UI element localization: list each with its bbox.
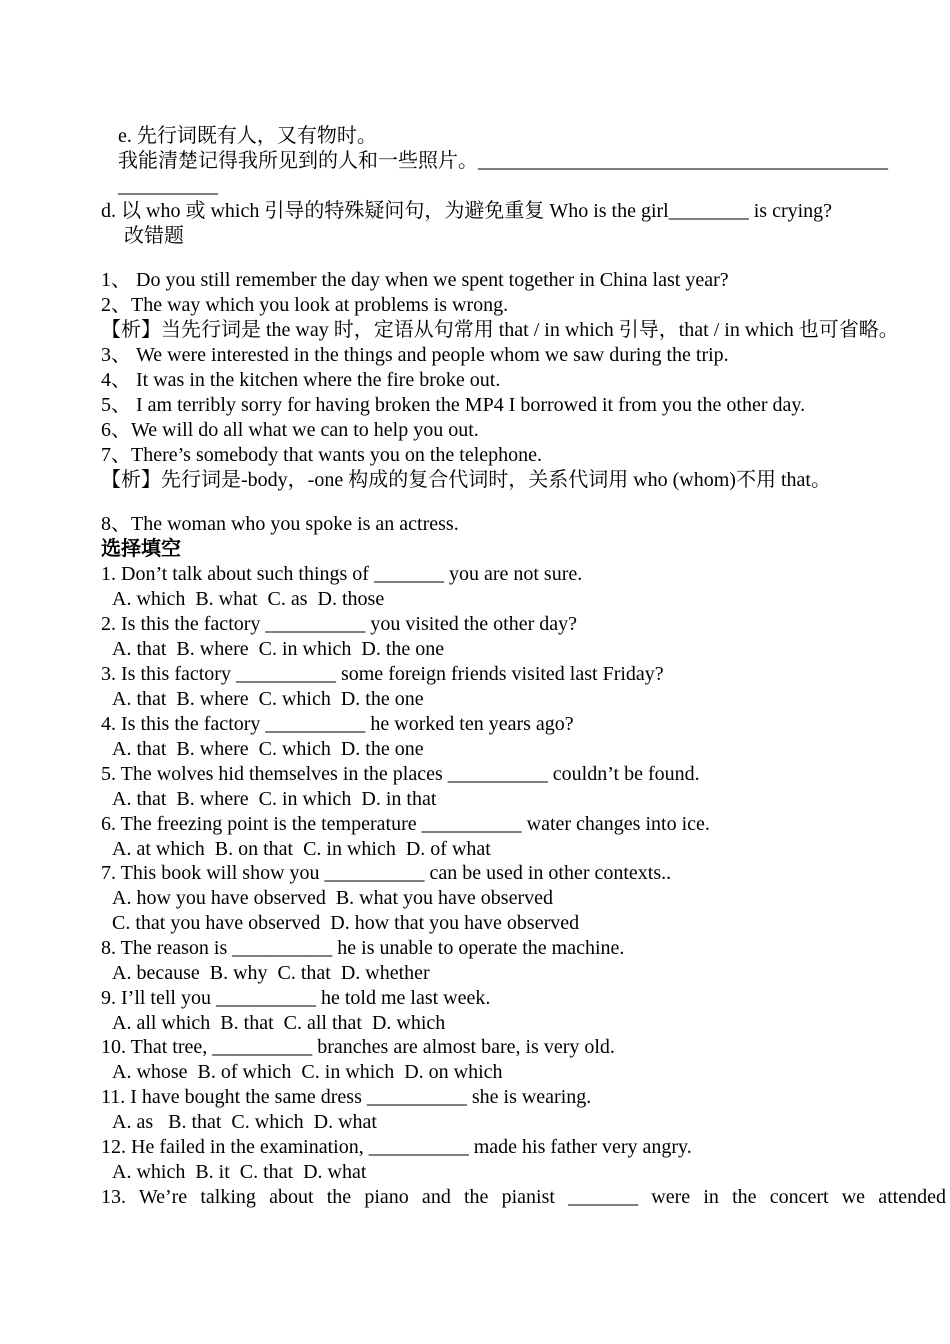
question-12-options: A. which B. it C. that D. what	[112, 1161, 367, 1183]
item-e-blank: __________	[118, 175, 218, 197]
item-d-line: d. 以 who 或 which 引导的特殊疑问句，为避免重复 Who is the girl________ is crying?	[101, 200, 833, 222]
question-11: 11. I have bought the same dress __________ she is wearing.	[101, 1086, 592, 1108]
question-10: 10. That tree, __________ branches are almost bare, is very old.	[101, 1036, 615, 1058]
question-13: 13. We’re talking about the piano and the pianist _______ were in the concert we attended	[101, 1186, 946, 1208]
question-9: 9. I’ll tell you __________ he told me last week.	[101, 987, 491, 1009]
correction-item-4: 4、 It was in the kitchen where the fire broke out.	[101, 369, 501, 391]
correction-item-8: 8、The woman who you spoke is an actress.	[101, 513, 459, 535]
question-4-options: A. that B. where C. which D. the one	[112, 738, 424, 760]
question-5-options: A. that B. where C. in which D. in that	[112, 788, 437, 810]
item-e-title: e. 先行词既有人，又有物时。	[118, 125, 377, 147]
question-3-options: A. that B. where C. which D. the one	[112, 688, 424, 710]
section-title: 选择填空	[101, 538, 181, 560]
question-6-options: A. at which B. on that C. in which D. of what	[112, 838, 491, 860]
correction-heading: 改错题	[124, 225, 184, 247]
question-4: 4. Is this the factory __________ he worked ten years ago?	[101, 713, 574, 735]
question-2-options: A. that B. where C. in which D. the one	[112, 638, 445, 660]
correction-item-1: 1、 Do you still remember the day when we spent together in China last year?	[101, 269, 729, 291]
question-3: 3. Is this factory __________ some foreign friends visited last Friday?	[101, 663, 664, 685]
question-9-options: A. all which B. that C. all that D. which	[112, 1012, 446, 1034]
question-5: 5. The wolves hid themselves in the places __________ couldn’t be found.	[101, 763, 700, 785]
question-11-options: A. as B. that C. which D. what	[112, 1111, 377, 1133]
correction-item-7: 7、There’s somebody that wants you on the telephone.	[101, 444, 543, 466]
correction-note-7: 【析】先行词是-body，-one 构成的复合代词时，关系代词用 who (whom)不用 that。	[101, 469, 831, 491]
question-1-options: A. which B. what C. as D. those	[112, 588, 385, 610]
correction-item-5: 5、 I am terribly sorry for having broken the MP4 I borrowed it from you the other day.	[101, 394, 806, 416]
question-7: 7. This book will show you __________ can be used in other contexts..	[101, 862, 672, 884]
question-6: 6. The freezing point is the temperature __________ water changes into ice.	[101, 813, 710, 835]
correction-note-2: 【析】当先行词是 the way 时，定语从句常用 that / in which 引导，that / in which 也可省略。	[101, 319, 899, 341]
correction-item-6: 6、We will do all what we can to help you out.	[101, 419, 479, 441]
question-12: 12. He failed in the examination, __________ made his father very angry.	[101, 1136, 692, 1158]
question-8-options: A. because B. why C. that D. whether	[112, 962, 430, 984]
question-8: 8. The reason is __________ he is unable to operate the machine.	[101, 937, 625, 959]
question-7-options-2: C. that you have observed D. how that you have observed	[112, 912, 580, 934]
question-1: 1. Don’t talk about such things of _______ you are not sure.	[101, 563, 583, 585]
correction-item-2: 2、The way which you look at problems is wrong.	[101, 294, 509, 316]
question-2: 2. Is this the factory __________ you visited the other day?	[101, 613, 578, 635]
correction-item-3: 3、 We were interested in the things and people whom we saw during the trip.	[101, 344, 729, 366]
question-10-options: A. whose B. of which C. in which D. on which	[112, 1061, 503, 1083]
question-7-options-1: A. how you have observed B. what you have observed	[112, 887, 554, 909]
item-e-sentence: 我能清楚记得我所见到的人和一些照片。_________________________________________	[118, 150, 888, 172]
